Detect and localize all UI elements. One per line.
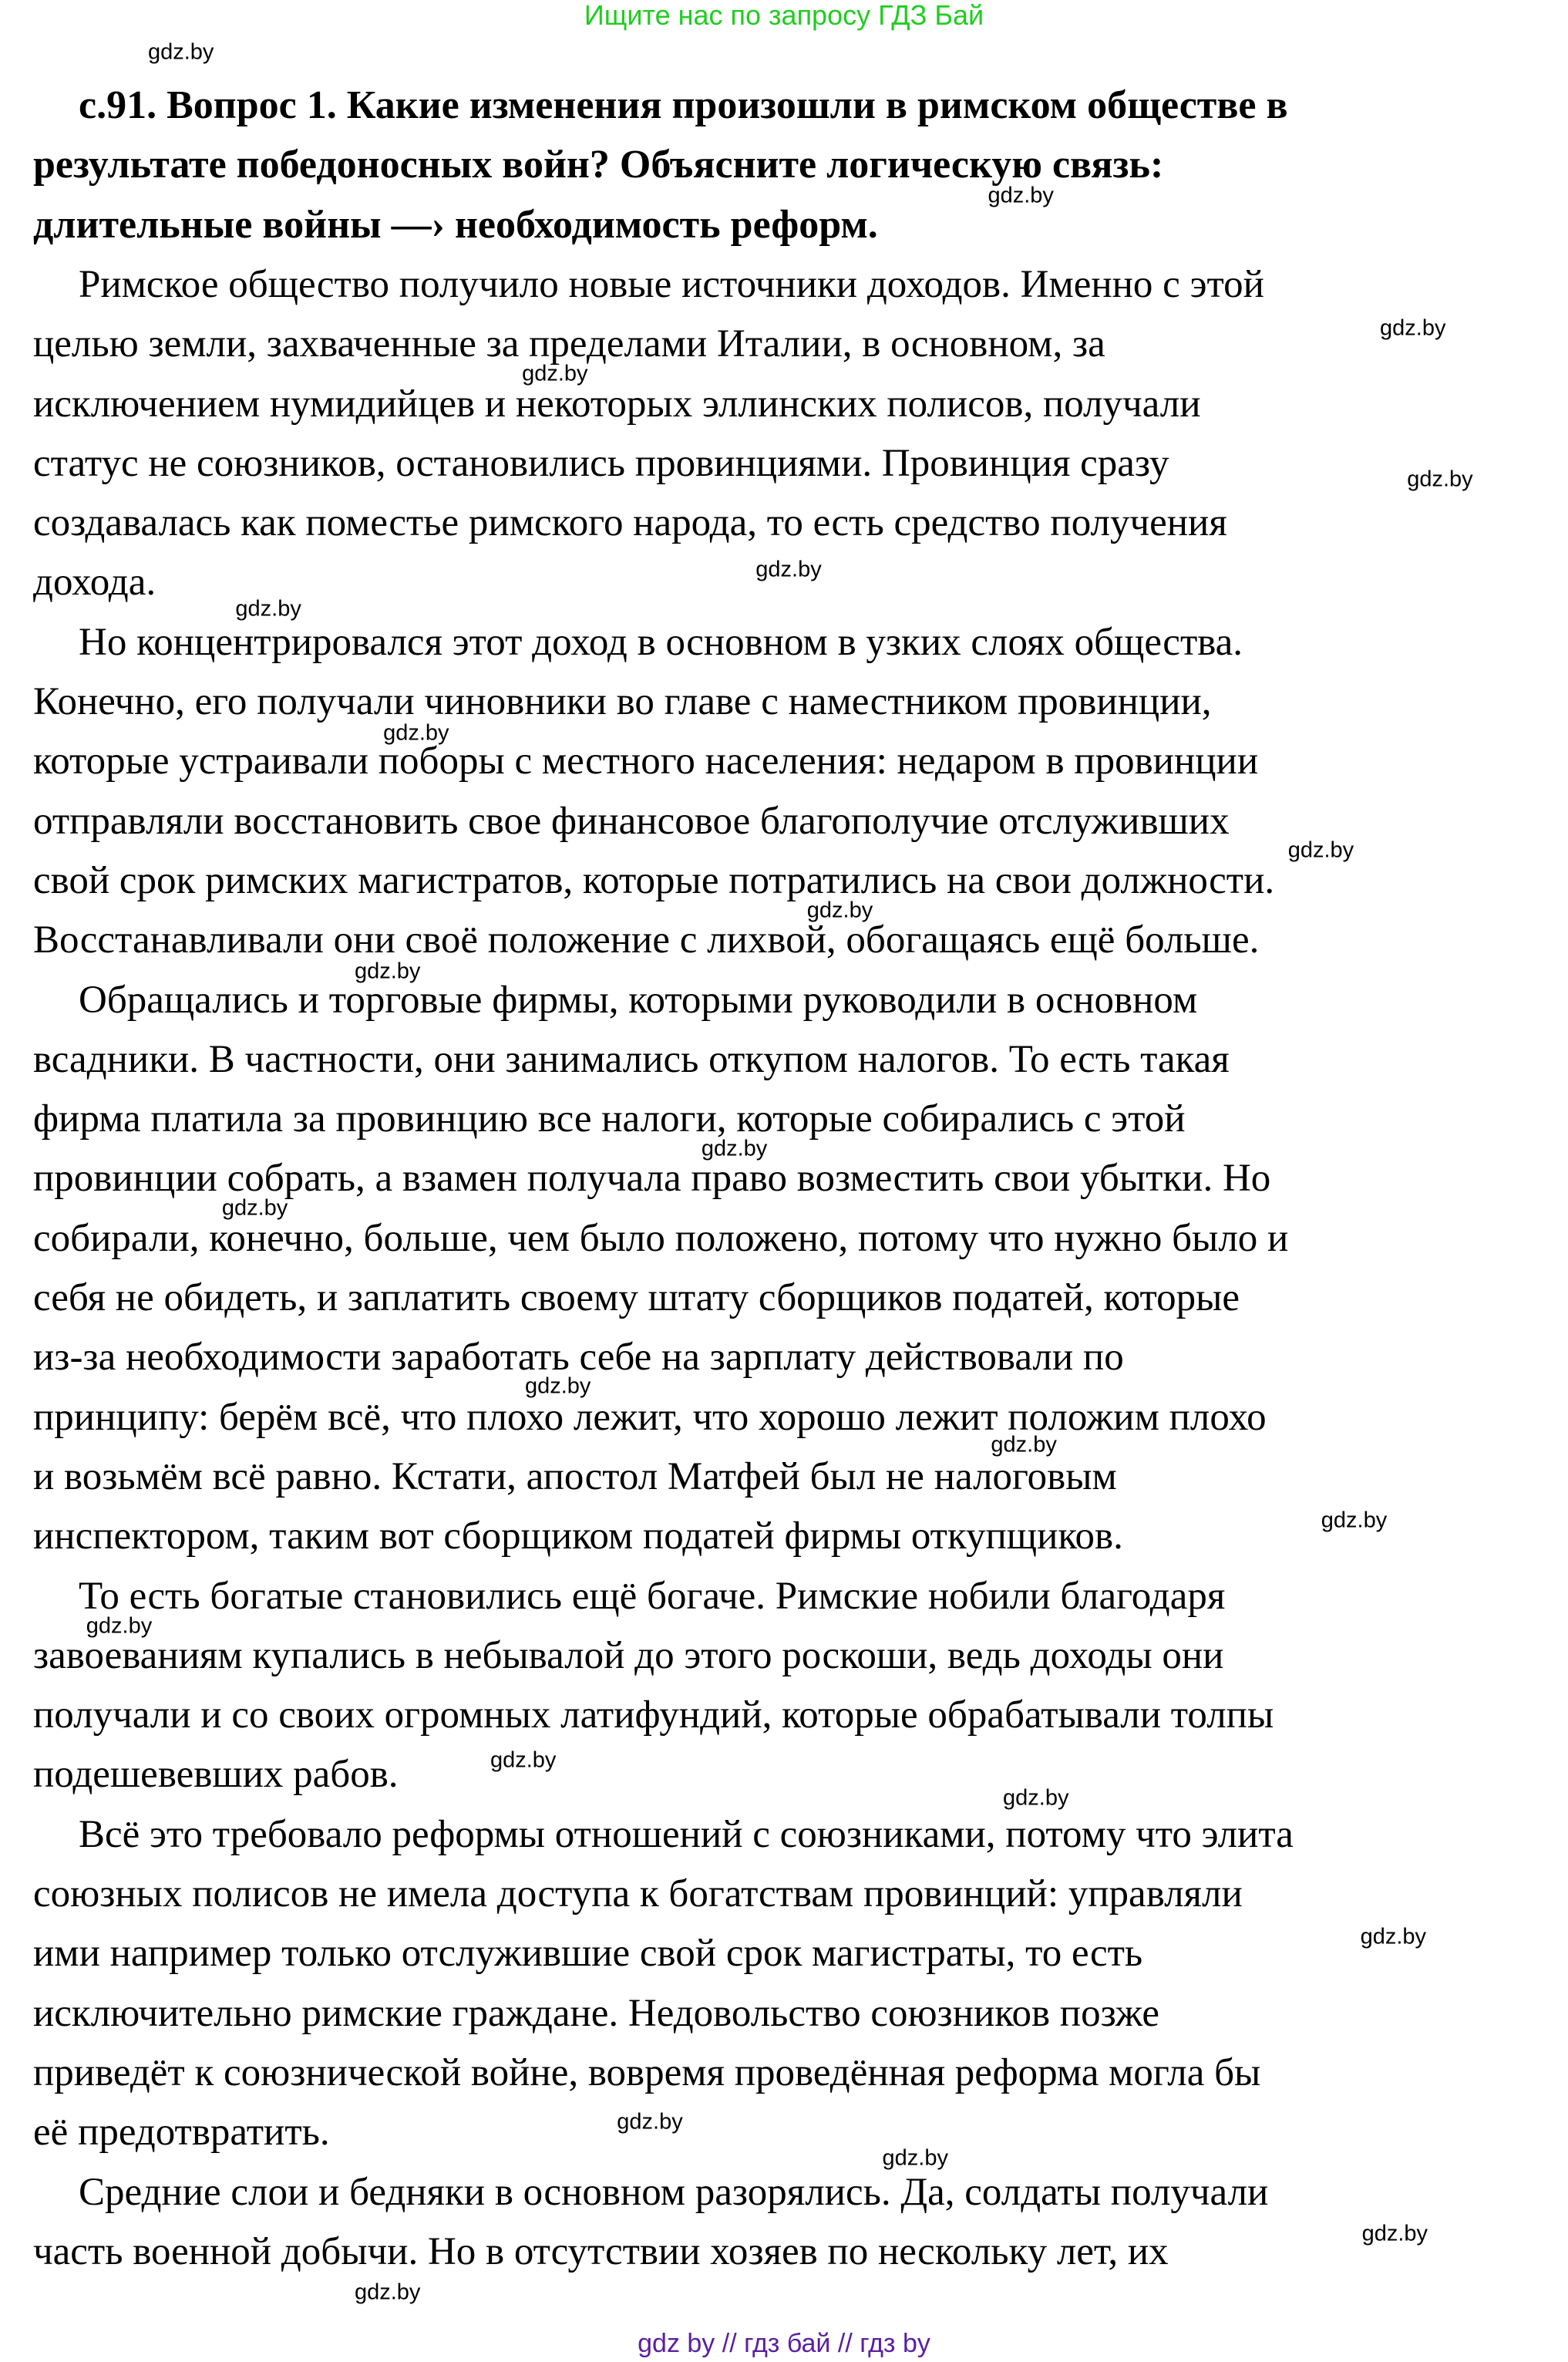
watermark-text: gdz.by <box>617 2109 683 2135</box>
paragraph-line: приведёт к союзнической войне, вовремя проведённая реформа могла бы <box>33 2050 1261 2094</box>
watermark-text: gdz.by <box>1361 2221 1428 2246</box>
paragraph-line: Средние слои и бедняки в основном разорялись. Да, солдаты получали <box>79 2170 1269 2214</box>
paragraph-line: собирали, конечно, больше, чем было положено, потому что нужно было и <box>33 1216 1289 1260</box>
paragraph-line: Всё это требовало реформы отношений с союзниками, потому что элита <box>79 1812 1294 1856</box>
watermark-text: gdz.by <box>221 1195 288 1221</box>
paragraph-line: и возьмём всё равно. Кстати, апостол Матфей был не налоговым <box>33 1454 1117 1498</box>
watermark-text: gdz.by <box>522 361 588 386</box>
paragraph-line: То есть богатые становились ещё богаче. Римские нобили благодаря <box>79 1574 1226 1618</box>
paragraph-line: союзных полисов не имела доступа к богатствам провинций: управляли <box>33 1872 1243 1916</box>
watermark-text: gdz.by <box>1003 1785 1069 1811</box>
paragraph-line: свой срок римских магистратов, которые потратились на свои должности. <box>33 858 1275 902</box>
watermark-text: gdz.by <box>354 959 421 984</box>
watermark-text: gdz.by <box>991 1432 1057 1457</box>
paragraph-line: Обращались и торговые фирмы, которыми руководили в основном <box>79 978 1198 1022</box>
watermark-text: gdz.by <box>1380 315 1446 341</box>
watermark-text: gdz.by <box>1360 1924 1427 1949</box>
paragraph-line: провинции собрать, а взамен получала право возместить свои убытки. Но <box>33 1157 1271 1201</box>
paragraph-line: подешевевших рабов. <box>33 1753 399 1797</box>
watermark-text: gdz.by <box>383 720 449 746</box>
paragraph-line: создавалась как поместье римского народа, то есть средство получения <box>33 501 1227 545</box>
paragraph-line: завоеваниям купались в небывалой до этого роскоши, ведь доходы они <box>33 1633 1224 1677</box>
paragraph-line: часть военной добычи. Но в отсутствии хозяев по нескольку лет, их <box>33 2229 1169 2273</box>
paragraph-line: себя не обидеть, и заплатить своему штату сборщиков податей, которые <box>33 1276 1240 1319</box>
paragraph-line: отправляли восстановить свое финансовое благополучие отслуживших <box>33 799 1230 843</box>
watermark-text: gdz.by <box>988 183 1054 208</box>
watermark-text: gdz.by <box>1407 467 1473 492</box>
footer-links[interactable]: gdz by // гдз бай // гдз by <box>638 2329 930 2358</box>
paragraph-line: Конечно, его получали чиновники во главе с наместником провинции, <box>33 680 1212 723</box>
paragraph-line: Восстанавливали они своё положение с лихвой, обогащаясь ещё больше. <box>33 918 1260 962</box>
paragraph-line: фирма платила за провинцию все налоги, которые собирались с этой <box>33 1097 1186 1141</box>
watermark-text: gdz.by <box>147 39 214 65</box>
watermark-text: gdz.by <box>490 1747 557 1773</box>
paragraph-line: целью земли, захваченные за пределами Италии, в основном, за <box>33 322 1105 366</box>
question-title-line: длительные войны —› необходимость реформ. <box>33 202 878 247</box>
paragraph-line: получали и со своих огромных латифундий, которые обрабатывали толпы <box>33 1693 1274 1737</box>
watermark-text: gdz.by <box>86 1613 153 1639</box>
paragraph-line: из-за необходимости заработать себе на зарплату действовали по <box>33 1336 1124 1380</box>
paragraph-line: принципу: берём всё, что плохо лежит, что хорошо лежит положим плохо <box>33 1395 1267 1439</box>
paragraph-line: дохода. <box>33 561 156 605</box>
watermark-text: gdz.by <box>882 2145 949 2171</box>
paragraph-line: ими например только отслужившие свой срок магистраты, то есть <box>33 1932 1143 1976</box>
watermark-text: gdz.by <box>1287 837 1354 863</box>
watermark-text: gdz.by <box>1321 1508 1388 1533</box>
search-banner[interactable]: Ищите нас по запросу ГДЗ Бай <box>584 0 984 31</box>
paragraph-line: статус не союзников, остановились провинциями. Провинция сразу <box>33 441 1169 485</box>
watermark-text: gdz.by <box>755 557 822 582</box>
paragraph-line: исключением нумидийцев и некоторых эллинских полисов, получали <box>33 382 1201 426</box>
paragraph-line: Но концентрировался этот доход в основном в узких слоях общества. <box>79 620 1243 664</box>
paragraph-line: инспектором, таким вот сборщиком податей фирмы откупщиков. <box>33 1515 1123 1558</box>
watermark-text: gdz.by <box>354 2279 421 2305</box>
question-title-line: результате победоносных войн? Объясните логическую связь: <box>33 143 1164 187</box>
watermark-text: gdz.by <box>524 1373 591 1399</box>
paragraph-line: исключительно римские граждане. Недовольство союзников позже <box>33 1991 1160 2035</box>
paragraph-line: всадники. В частности, они занимались откупом налогов. То есть такая <box>33 1037 1230 1081</box>
paragraph-line: её предотвратить. <box>33 2111 330 2155</box>
watermark-text: gdz.by <box>235 596 301 622</box>
paragraph-line: которые устраивали поборы с местного населения: недаром в провинции <box>33 740 1259 783</box>
paragraph-line: Римское общество получило новые источники доходов. Именно с этой <box>79 262 1264 306</box>
question-title-line: с.91. Вопрос 1. Какие изменения произошли в римском обществе в <box>79 83 1288 127</box>
watermark-text: gdz.by <box>701 1136 768 1161</box>
watermark-text: gdz.by <box>806 898 873 923</box>
